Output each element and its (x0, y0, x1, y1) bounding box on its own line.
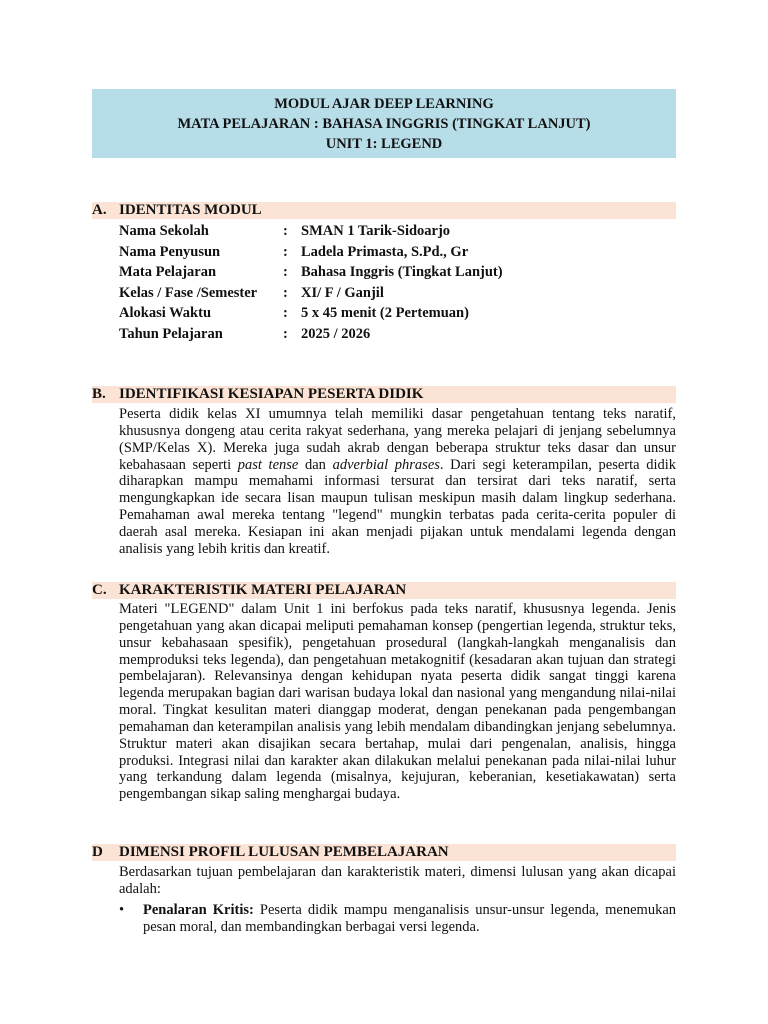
section-c-heading (92, 582, 676, 599)
identity-colon: : (283, 325, 288, 342)
section-b-paragraph (119, 406, 676, 558)
unit-title: UNIT 1: LEGEND (325, 136, 443, 152)
section-b-heading (92, 386, 676, 403)
section-b-title: IDENTIFIKASI KESIAPAN PESERTA DIDIK (119, 386, 424, 402)
identity-colon: : (283, 284, 288, 301)
identity-label: Alokasi Waktu (119, 305, 212, 321)
identity-colon: : (283, 264, 288, 280)
identity-label: Nama Sekolah (119, 223, 209, 239)
identity-label: Kelas / Fase /Semester (119, 284, 258, 301)
section-d-letter: D (92, 844, 103, 860)
module-title: MODUL AJAR DEEP LEARNING (274, 96, 494, 112)
italic-term: adverbial phrases (332, 456, 440, 473)
section-d-heading (92, 844, 676, 861)
identity-label: Mata Pelajaran (119, 264, 217, 280)
identity-value: 2025 / 2026 (301, 325, 371, 342)
identity-colon: : (283, 243, 288, 260)
identity-value: SMAN 1 Tarik-Sidoarjo (301, 223, 451, 239)
module-title-box (92, 89, 676, 158)
identity-label: Tahun Pelajaran (119, 325, 223, 342)
section-d-title: DIMENSI PROFIL LULUSAN PEMBELAJARAN (119, 844, 449, 860)
bullet-description: Peserta didik mampu menganalisis unsur-unsur legenda, menemukan pesan moral, dan membandingkan berbagai versi legenda. (143, 902, 677, 935)
identity-value: XI/ F / Ganjil (301, 284, 384, 301)
section-a-letter: A. (92, 202, 107, 218)
section-a-heading (92, 202, 676, 219)
identity-value: Bahasa Inggris (Tingkat Lanjut) (301, 264, 503, 280)
bullet-term: Penalaran Kritis: (143, 902, 254, 918)
paragraph-text: dan (298, 456, 333, 473)
identity-colon: : (283, 305, 288, 321)
section-a-title: IDENTITAS MODUL (119, 202, 262, 218)
section-c-letter: C. (92, 582, 107, 598)
section-c-paragraph: Materi "LEGEND" dalam Unit 1 ini berfokus pada teks naratif, khususnya legenda. Jenis pengetahuan yang akan dicapai meliputi pemahaman konsep (pengertian legenda, struktur teks, unsur kebahasaan spesifik), pengetahuan prosedural (langkah-langkah menganalisis dan memproduksi teks legenda), dan pengetahuan metakognitif (kesadaran akan tujuan dan strategi pembelajaran). Relevansinya dengan kehidupan nyata peserta didik sangat tinggi karena legenda merupakan bagian dari warisan budaya lokal dan nasional yang mengandung nilai-nilai moral. Tingkat kesulitan materi dianggap moderat, dengan penekanan pada pengembangan pemahaman dan keterampilan analisis yang lebih mendalam dibandingkan jenjang sebelumnya. Struktur materi akan disajikan secara bertahap, mulai dari pengenalan, analisis, hingga produksi. Integrasi nilai dan karakter akan dilakukan melalui penekanan pada nilai-nilai luhur yang terkandung dalam legenda (misalnya, kejujuran, keberanian, kesetiakawatan) serta pengembangan sikap saling menghargai budaya. (119, 601, 676, 803)
subject-title: MATA PELAJARAN : BAHASA INGGRIS (TINGKAT LANJUT) (177, 116, 591, 132)
identity-value: 5 x 45 menit (2 Pertemuan) (301, 305, 469, 321)
section-b-letter: B. (92, 386, 106, 402)
bullet-icon: • (119, 902, 125, 918)
identity-value: Ladela Primasta, S.Pd., Gr (301, 243, 469, 260)
paragraph-text: . Dari segi keterampilan, peserta didik diharapkan mampu memahami informasi tersurat dan tersirat dari teks naratif, serta mengungkapkan ide secara lisan maupun tulisan meskipun masih dalam lingkup sederhana. Pemahaman awal mereka tentang "legend" mungkin terbatas pada cerita-cerita populer di daerah asal mereka. Kesiapan ini akan menjadi pijakan untuk mendalami legenda dengan analisis yang lebih kritis dan kreatif. (119, 456, 677, 557)
italic-term: past tense (237, 456, 299, 473)
paragraph-text: Peserta didik kelas XI umumnya telah memiliki dasar pengetahuan tentang teks naratif, khususnya dongeng atau cerita rakyat sederhana, yang mereka pelajari di jenjang sebelumnya (SMP/Kelas X). Mereka juga sudah akrab dengan beberapa struktur teks dasar dan unsur kebahasaan seperti (119, 406, 676, 473)
section-c-title: KARAKTERISTIK MATERI PELAJARAN (119, 582, 407, 598)
identity-colon: : (283, 223, 288, 239)
section-d-intro: Berdasarkan tujuan pembelajaran dan karakteristik materi, dimensi lulusan yang akan dicapai adalah: (119, 864, 676, 897)
bullet-text (143, 902, 676, 936)
identity-label: Nama Penyusun (119, 243, 221, 260)
